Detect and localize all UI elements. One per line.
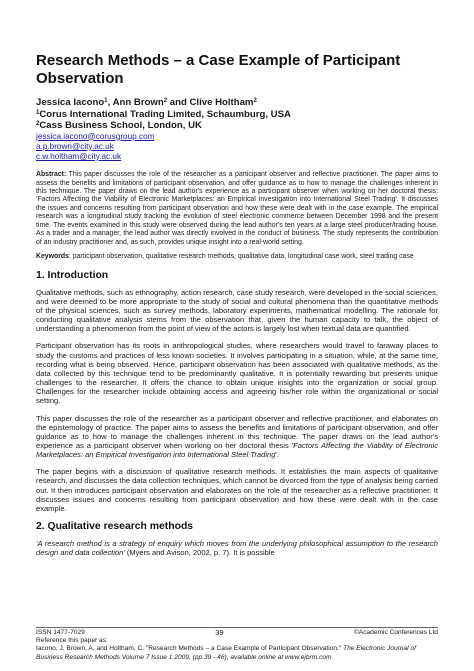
section-heading-qualitative-methods: 2. Qualitative research methods	[36, 521, 194, 533]
paragraph-text: This paper discusses the role of the researcher as a participant observer and reflective practitioner, and elaborates on the epistemology of practice. The paper aims to assess the benefits and limitations of participant observation, and offer guidance as to how to manage the challenges inherent in this technique. The paper draws on the lead author's experience as a participant observer when working on her doctoral thesis '	[36, 413, 438, 450]
footer-divider	[36, 627, 438, 628]
affiliation-text: Corus International Trading Limited, Schaumburg, USA	[39, 108, 291, 120]
copyright: ©Academic Conferences Ltd	[353, 629, 438, 636]
body-paragraph: Qualitative methods, such as ethnography, action research, case study research, were developed in the social sciences, and were deemed to be more appropriate to the study of social and cultural phenomena than the quantitative methods of the physical sciences, such as survey methods, laboratory experiments, mathematical modelling. The rationale for conducting qualitative analysis stems from the observation that, given the human capacity to talk, the object of understanding a phenomenon from the point of view of the actors is largely lost when textual data are quantified.	[36, 287, 438, 334]
email-link[interactable]: jessica.iacono@corusgroup.com	[36, 131, 155, 141]
keywords	[36, 253, 438, 261]
author-block	[36, 97, 438, 132]
email-link[interactable]: a.p.brown@city.ac.uk	[36, 141, 114, 151]
affiliation-marker: 2	[36, 121, 40, 127]
affiliation-1	[36, 109, 438, 121]
paragraph-text: '.	[275, 450, 279, 460]
reference-citation	[36, 645, 438, 661]
email-link[interactable]: c.w.holtham@city.ac.uk	[36, 151, 122, 161]
reference-label: Reference this paper as:	[36, 637, 108, 645]
author-name: , Ann Brown	[107, 97, 164, 108]
email-list	[36, 132, 438, 163]
page-footer	[36, 629, 438, 662]
affiliation-text: Cass Business School, London, UK	[39, 120, 202, 131]
footer-row	[36, 629, 438, 637]
paper-title: Research Methods – a Case Example of Participant Observation	[36, 52, 401, 87]
author-name: Jessica Iacono	[36, 97, 105, 108]
affiliation-marker: 1	[36, 109, 40, 116]
citation-journal: The Electronic Journal of Business Research Methods Volume 7 Issue 1 2009, (pp.39 - 46), available online at	[36, 645, 416, 661]
section-heading-introduction: 1. Introduction	[36, 269, 109, 281]
keywords-label: Keywords	[36, 253, 69, 261]
thesis-title: Factors Affecting the Viability of Electronic Marketplaces: an Empirical Investigation into International Steel Trading	[36, 440, 438, 460]
body-paragraph	[36, 414, 438, 460]
abstract-label: Abstract:	[36, 171, 67, 179]
affiliation-marker: 1	[104, 98, 108, 104]
issn: ISSN 1477-7029	[36, 629, 85, 636]
abstract-text: This paper discusses the role of the researcher as a participant observer and reflective practitioner. The paper aims to assess the benefits and limitations of participant observation, and offer guidance as to how to manage the challenges inherent in this technique. The paper draws on the lead author's experience as a participant observer when working on her doctoral thesis: 'Factors Affecting the Viability of Electronic Marketplaces: an Empirical Investigation into International Steel Trading'. It discusses the issues and concerns resulting from participant observation and how these were dealt with in the case example. The empirical research was a longitudinal study tracking the evolution of steel electronic commerce between December 1998 and the present time. The events examined in this study were observed during the lead author's ten years at a large steel producer/trading house. As a trader and a manager, the lead author was directly involved in the conduct of business. The study represents the contribution of an industry practitioner and, as such, provides unique insight into a real-world setting.	[36, 171, 438, 246]
body-paragraph: Participant observation has its roots in anthropological studies, where researchers would travel to faraway places to study the customs and practices of less known societies. It involves participating in a situation, while, at the same time, recording what is being observed. Hence, participant observation has been associated with qualitative methods, as the data collected by this technique tend to be predominantly qualitative. It is potentially rewarding but presents unique challenges to the researcher. It offers the chance to obtain unique insights into the organization or social group. Challenges for the researcher include obtaining access and agreeing his/her role within the organizational or social setting.	[36, 341, 438, 406]
affiliation-marker: 2	[253, 98, 257, 104]
quote-paragraph	[36, 539, 438, 557]
affiliation-2	[36, 120, 438, 132]
citation-authors: Iacono, J. Brown, A. and Holtham, C. "Research Methods – a Case Example of Participant Observation."	[36, 645, 344, 653]
keywords-text: : participant observation, qualitative research methods, qualitative data, longitudinal case work, steel trading case	[68, 253, 414, 261]
author-name: and Clive Holtham	[167, 97, 254, 108]
affiliation-marker: 2	[163, 98, 168, 104]
page-number: 39	[215, 628, 224, 637]
body-paragraph: The paper begins with a discussion of qualitative research methods. It establishes the main aspects of qualitative research, and discusses the data collection techniques, which cannot be divorced from the type of analysis being carried out. It then introduces participant observation and elaborates on the role of the researcher as a reflective practitioner. It discusses issues and concerns resulting from participant observation and how these were dealt with in the case example.	[36, 467, 438, 513]
citation-text: (Myers and Avison, 2002, p. 7). It is possible	[124, 548, 275, 558]
quote-text: 'A research method is a strategy of enquiry which moves from the underlying philosophical assumption to the research design and data collection'	[36, 539, 438, 558]
paper-page	[36, 52, 438, 557]
abstract	[36, 171, 438, 247]
author-names	[36, 97, 438, 109]
journal-link[interactable]: www.ejbrm.com	[283, 653, 332, 661]
